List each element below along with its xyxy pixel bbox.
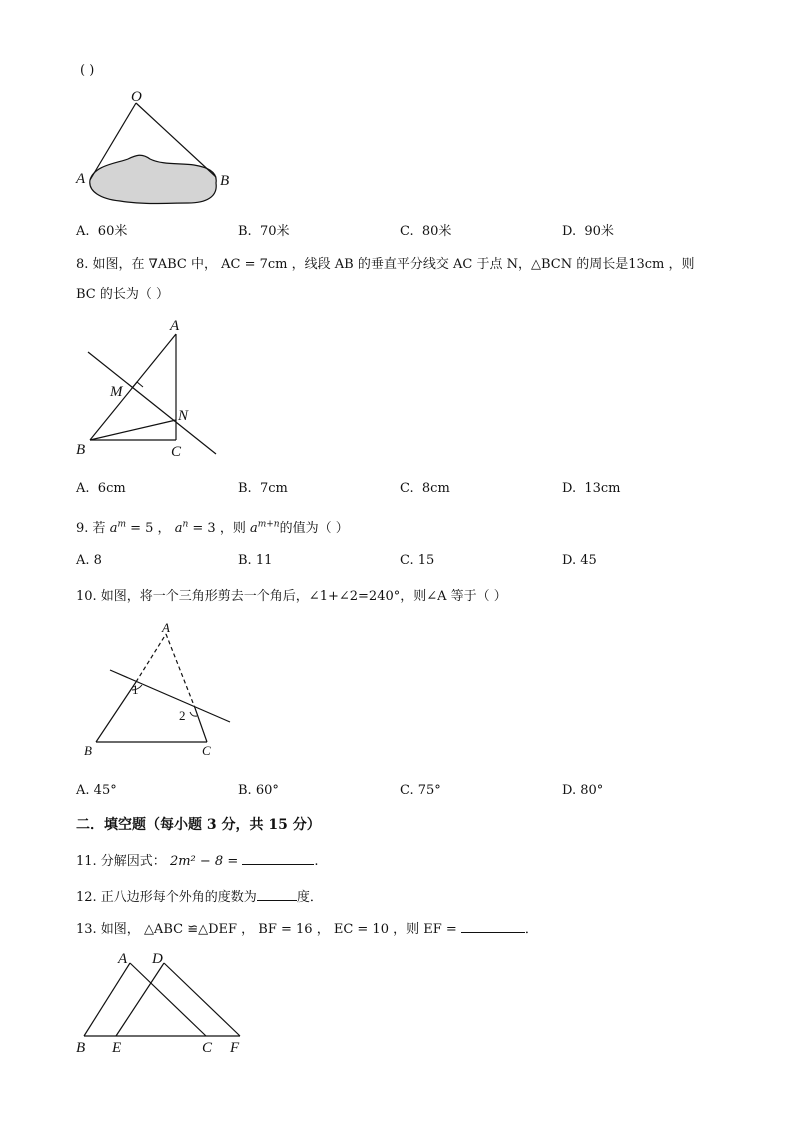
side-ba-solid bbox=[96, 682, 136, 742]
option-letter: C. bbox=[400, 553, 414, 568]
side-df bbox=[164, 963, 240, 1036]
section-title: 二．填空题（每小题 3 分，共 15 分） bbox=[76, 817, 321, 833]
q11-answer-blank[interactable] bbox=[242, 852, 314, 865]
side-ba-dashed bbox=[136, 634, 166, 682]
label-d: D bbox=[152, 951, 163, 967]
q12-prefix: 12. 正八边形每个外角的度数为 bbox=[76, 890, 257, 905]
q7-figure bbox=[70, 85, 250, 215]
option-letter: A. bbox=[76, 481, 90, 496]
option-text: 8cm bbox=[421, 481, 450, 496]
q9-val-1: = 5 ， bbox=[126, 521, 171, 536]
label-b: B bbox=[76, 442, 86, 458]
option-text: 45 bbox=[580, 553, 597, 568]
q8-stem-line1: 8. 如图，在 ∇ABC 中， AC = 7cm ，线段 AB 的垂直平分线交 AC 于点 N，△BCN 的周长是13cm ，则 bbox=[76, 257, 695, 272]
q9-option-b[interactable] bbox=[238, 553, 272, 568]
q9-base-2: a bbox=[174, 521, 183, 536]
q10-stem: 10. 如图，将一个三角形剪去一个角后，∠1+∠2=240°，则∠A 等于（ ） bbox=[76, 589, 507, 604]
option-text: 90米 bbox=[584, 224, 614, 239]
label-c: C bbox=[202, 743, 211, 758]
q13-text: 13. 如图， △ABC ≌△DEF ， BF = 16 ， EC = 10 ，则 EF = bbox=[76, 922, 457, 937]
q9-stem bbox=[76, 517, 349, 536]
option-letter: B. bbox=[238, 553, 252, 568]
cut-line bbox=[110, 670, 230, 722]
q7-option-b[interactable] bbox=[238, 220, 290, 239]
label-m: M bbox=[110, 384, 123, 400]
q9-base-target: a bbox=[249, 521, 258, 536]
label-c: C bbox=[171, 444, 182, 460]
q9-exp-target: m+n bbox=[257, 519, 280, 530]
option-text: 45° bbox=[93, 783, 117, 798]
q11-prefix: 11. 分解因式： bbox=[76, 854, 166, 869]
option-text: 80° bbox=[580, 783, 604, 798]
q9-exp-2: n bbox=[182, 519, 189, 530]
option-text: 80米 bbox=[421, 224, 452, 239]
side-ac-solid bbox=[195, 708, 207, 742]
label-b: B bbox=[76, 1040, 86, 1056]
q13-end: ． bbox=[524, 922, 538, 937]
q9-val-2: = 3 ，则 bbox=[188, 521, 246, 536]
option-letter: B. bbox=[238, 224, 252, 239]
q10-option-c[interactable] bbox=[400, 783, 441, 798]
q13-answer-blank[interactable] bbox=[461, 920, 525, 933]
option-text: 7cm bbox=[259, 481, 288, 496]
option-text: 11 bbox=[255, 553, 273, 568]
label-b: B bbox=[84, 743, 92, 758]
q12-answer-blank[interactable] bbox=[257, 888, 297, 901]
option-letter: A. bbox=[76, 224, 90, 239]
lake-shape bbox=[90, 155, 216, 203]
side-ac-dashed bbox=[166, 634, 195, 708]
q9-prefix: 9. 若 bbox=[76, 521, 106, 536]
segment-bn bbox=[90, 420, 176, 440]
option-letter: D. bbox=[562, 783, 577, 798]
option-letter: A. bbox=[76, 553, 90, 568]
q10-option-b[interactable] bbox=[238, 783, 279, 798]
option-letter: C. bbox=[400, 783, 414, 798]
q11-stem bbox=[76, 850, 319, 869]
q9-option-d[interactable] bbox=[562, 553, 597, 568]
option-text: 60° bbox=[255, 783, 279, 798]
q13-stem bbox=[76, 918, 538, 937]
option-text: 70米 bbox=[259, 224, 290, 239]
q8-stem-line2: BC 的长为（ ） bbox=[76, 287, 170, 302]
label-n: N bbox=[178, 408, 189, 424]
label-a: A bbox=[162, 620, 170, 635]
option-text: 6cm bbox=[97, 481, 126, 496]
option-letter: C. bbox=[400, 224, 414, 239]
q7-option-a[interactable] bbox=[76, 220, 127, 239]
q10-figure bbox=[76, 616, 236, 762]
label-c: C bbox=[202, 1040, 213, 1056]
q8-option-b[interactable] bbox=[238, 481, 288, 496]
option-letter: A. bbox=[76, 783, 90, 798]
q9-option-c[interactable] bbox=[400, 553, 434, 568]
label-a: A bbox=[170, 318, 180, 334]
q9-exp-1: m bbox=[117, 519, 126, 530]
option-letter: B. bbox=[238, 481, 252, 496]
side-ac bbox=[130, 963, 206, 1036]
option-letter: B. bbox=[238, 783, 252, 798]
label-1: 1 bbox=[132, 682, 139, 697]
label-a: A bbox=[76, 171, 86, 187]
q10-option-a[interactable] bbox=[76, 783, 117, 798]
q9-suffix: 的值为（ ） bbox=[279, 521, 349, 536]
q8-option-c[interactable] bbox=[400, 481, 450, 496]
q12-stem bbox=[76, 886, 323, 905]
label-e: E bbox=[112, 1040, 122, 1056]
option-text: 8 bbox=[93, 553, 102, 568]
q7-answer-paren: ( ) bbox=[80, 63, 95, 78]
option-text: 60米 bbox=[97, 224, 128, 239]
q12-end: 度． bbox=[296, 890, 323, 905]
label-o: O bbox=[131, 89, 142, 105]
option-letter: C. bbox=[400, 481, 414, 496]
q8-option-d[interactable] bbox=[562, 481, 621, 496]
q9-base-1: a bbox=[109, 521, 118, 536]
option-letter: D. bbox=[562, 224, 577, 239]
q11-expression: 2m² − 8 = bbox=[169, 854, 239, 869]
q9-option-a[interactable] bbox=[76, 553, 102, 568]
perpendicular-bisector bbox=[88, 352, 216, 454]
q7-option-c[interactable] bbox=[400, 220, 451, 239]
option-letter: D. bbox=[562, 481, 577, 496]
q11-end: . bbox=[314, 854, 319, 869]
q7-option-d[interactable] bbox=[562, 220, 614, 239]
label-2: 2 bbox=[179, 708, 186, 723]
option-text: 13cm bbox=[584, 481, 621, 496]
label-a: A bbox=[118, 951, 128, 967]
label-b: B bbox=[220, 173, 230, 189]
q10-option-d[interactable] bbox=[562, 783, 603, 798]
label-f: F bbox=[230, 1040, 240, 1056]
option-text: 75° bbox=[417, 783, 441, 798]
option-text: 15 bbox=[417, 553, 435, 568]
q8-option-a[interactable] bbox=[76, 481, 126, 496]
q8-figure bbox=[70, 312, 230, 460]
angle-2-arc bbox=[190, 712, 197, 716]
option-letter: D. bbox=[562, 553, 577, 568]
q13-figure bbox=[70, 945, 260, 1060]
